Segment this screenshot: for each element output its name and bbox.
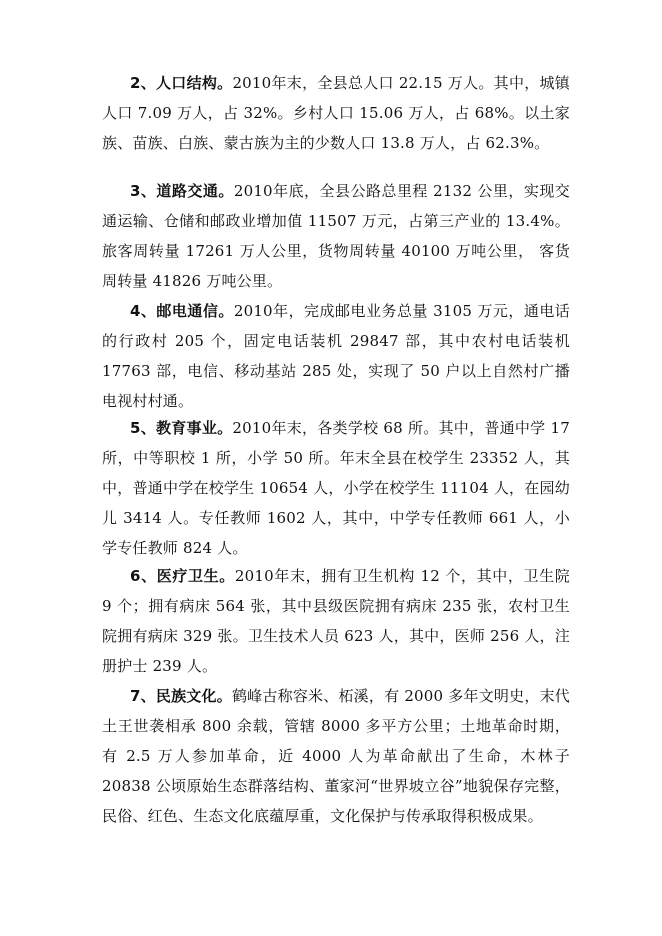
- heading-health: 6、医疗卫生。: [130, 567, 235, 585]
- paragraph-population: [102, 68, 570, 158]
- heading-population: 2、人口结构。: [130, 74, 233, 92]
- body-education: 2010年末，各类学校 68 所。其中，普通中学 17 所，中等职校 1 所，小学 50 所。年末全县在校学生 23352 人，其中，普通中学在校学生 10654 人，小学在校学生 11104 人，在园幼儿 3414 人。专任教师 1602 人，其中，中学专任教师 661 人，小学专任教师 824 人。: [102, 419, 570, 557]
- paragraph-telecom: [102, 296, 570, 416]
- heading-telecom: 4、邮电通信。: [130, 302, 234, 320]
- paragraph-transport: [102, 176, 570, 296]
- paragraph-culture: [102, 681, 570, 831]
- heading-education: 5、教育事业。: [130, 419, 233, 437]
- heading-transport: 3、道路交通。: [130, 182, 234, 200]
- body-culture: 鹤峰古称容米、柘溪，有 2000 多年文明史，末代土王世袭相承 800 余载，管辖 8000 多平方公里；土地革命时期，有 2.5 万人参加革命，近 4000 人为革命献出了生命，木林子 20838 公顷原始生态群落结构、董家河“世界坡立谷”地貌保存完整，民俗、红色、生态文化底蕴厚重，文化保护与传承取得积极成果。: [102, 687, 570, 825]
- body-telecom: 2010年，完成邮电业务总量 3105 万元，通电话的行政村 205 个，固定电话装机 29847 部，其中农村电话装机 17763 部，电信、移动基站 285 处，实现了 50 户以上自然村广播电视村村通。: [102, 302, 570, 410]
- heading-culture: 7、民族文化。: [130, 687, 232, 705]
- body-population: 2010年末，全县总人口 22.15 万人。其中，城镇人口 7.09 万人，占 32%。乡村人口 15.06 万人，占 68%。以土家族、苗族、白族、蒙古族为主的少数人口 13.8 万人，占 62.3%。: [102, 74, 570, 152]
- paragraph-education: [102, 413, 570, 563]
- paragraph-health: [102, 561, 570, 681]
- body-transport: 2010年底，全县公路总里程 2132 公里，实现交通运输、仓储和邮政业增加值 11507 万元，占第三产业的 13.4%。旅客周转量 17261 万人公里，货物周转量 40100 万吨公里， 客货周转量 41826 万吨公里。: [102, 182, 570, 290]
- body-health: 2010年末，拥有卫生机构 12 个，其中，卫生院 9 个；拥有病床 564 张，其中县级医院拥有病床 235 张，农村卫生院拥有病床 329 张。卫生技术人员 623 人，其中，医师 256 人，注册护士 239 人。: [102, 567, 570, 675]
